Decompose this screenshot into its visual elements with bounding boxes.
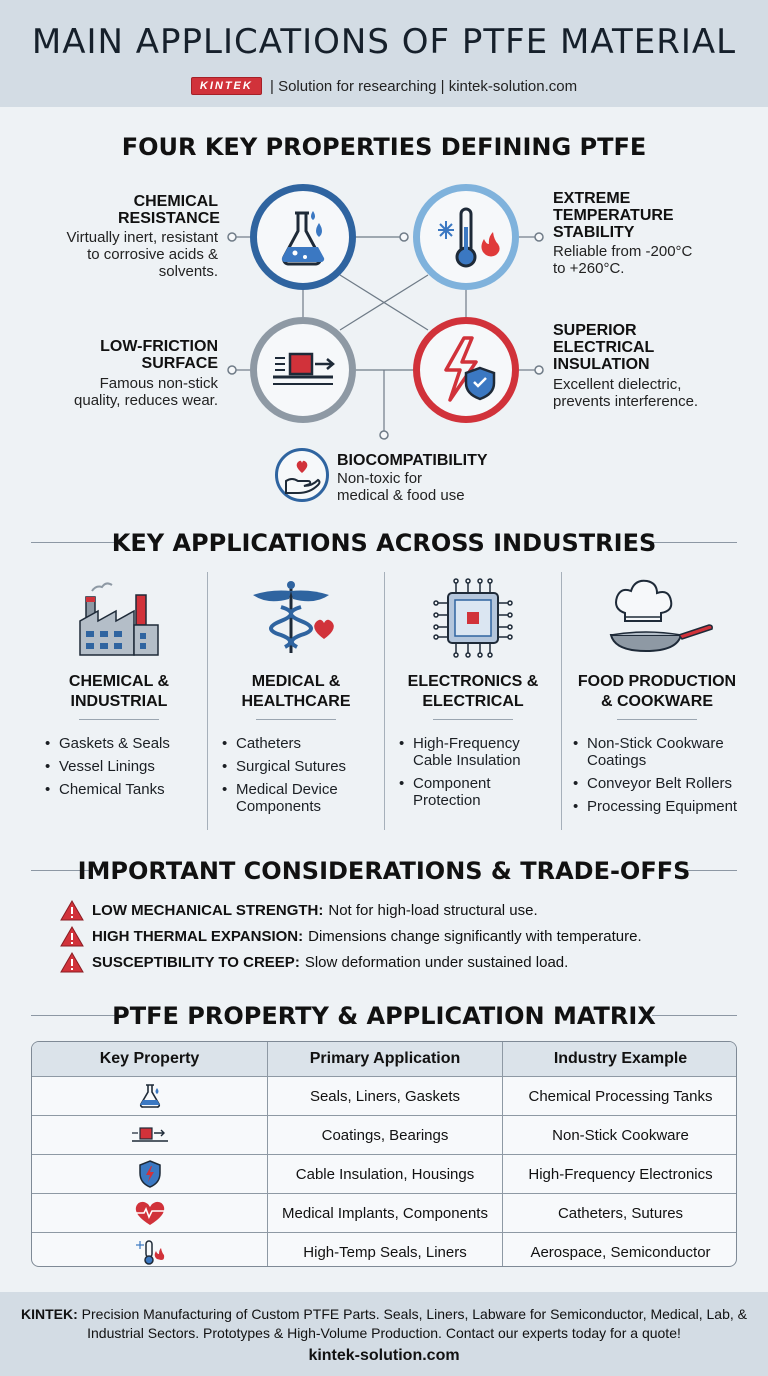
electrical-insulation-title: SUPERIOR ELECTRICAL INSULATION xyxy=(553,322,655,373)
chemical-resistance-circle xyxy=(250,184,356,290)
table-header-cell: Key Property xyxy=(99,1050,200,1067)
temperature-stability-desc: Reliable from -200°C to +260°C. xyxy=(553,243,693,277)
industry-column-electronics xyxy=(385,572,561,830)
table-header-cell: Primary Application xyxy=(267,1042,502,1076)
shield-bolt-icon xyxy=(420,324,512,416)
friction-block-icon xyxy=(130,1124,170,1146)
caduceus-icon xyxy=(246,577,346,657)
microchip-icon xyxy=(428,575,518,659)
table-cell: High-Temp Seals, Liners xyxy=(267,1233,502,1267)
table-row xyxy=(32,1193,737,1232)
low-friction-desc: Famous non-stick quality, reduces wear. xyxy=(74,375,218,409)
electrical-insulation-desc: Excellent dielectric, prevents interference. xyxy=(553,376,699,410)
matrix-heading: PTFE PROPERTY & APPLICATION MATRIX xyxy=(112,1002,656,1030)
thermometer-icon xyxy=(420,191,512,283)
table-cell: Coatings, Bearings xyxy=(267,1116,502,1154)
consideration-text: Dimensions change significantly with temperature. xyxy=(308,927,642,945)
list-item: • Non-Stick Cookware Coatings xyxy=(573,735,753,769)
industry-title-food: FOOD PRODUCTION & COOKWARE xyxy=(577,673,737,710)
consideration-label: HIGH THERMAL EXPANSION: xyxy=(92,927,304,945)
warning-icon xyxy=(60,951,84,973)
table-header-row xyxy=(32,1042,737,1076)
table-cell: Aerospace, Semiconductor xyxy=(502,1233,737,1267)
applications-heading: KEY APPLICATIONS ACROSS INDUSTRIES xyxy=(111,529,657,557)
consideration-label: SUSCEPTIBILITY TO CREEP: xyxy=(92,953,300,971)
divider-line xyxy=(79,719,159,720)
list-item: • Medical Device Components xyxy=(222,781,382,815)
table-icon-cell xyxy=(32,1233,267,1267)
list-item: • Component Protection xyxy=(399,775,549,809)
table-row xyxy=(32,1115,737,1154)
warning-icon xyxy=(60,925,84,947)
industry-title-electronics: ELECTRONICS & ELECTRICAL xyxy=(407,673,539,710)
table-header-cell: Industry Example xyxy=(502,1042,737,1076)
table-row xyxy=(32,1232,737,1267)
consideration-row xyxy=(60,950,568,974)
list-item: • Surgical Sutures xyxy=(222,758,382,775)
consideration-row xyxy=(60,898,538,922)
temperature-stability-circle xyxy=(413,184,519,290)
thermometer-icon xyxy=(135,1237,165,1267)
flask-icon xyxy=(137,1082,163,1110)
factory-icon xyxy=(74,577,164,657)
electrical-insulation-circle xyxy=(413,317,519,423)
table-icon-cell xyxy=(32,1077,267,1115)
consideration-row xyxy=(60,924,642,948)
biocompatibility-title: BIOCOMPATIBILITY xyxy=(337,452,488,469)
industry-title-chemical: CHEMICAL & INDUSTRIAL xyxy=(68,673,170,710)
chemical-resistance-desc: Virtually inert, resistant to corrosive acids & solvents. xyxy=(66,229,218,280)
properties-heading: FOUR KEY PROPERTIES DEFINING PTFE xyxy=(121,133,647,161)
divider-line xyxy=(256,719,336,720)
table-cell: Medical Implants, Components xyxy=(267,1194,502,1232)
chemical-resistance-title: CHEMICAL RESISTANCE xyxy=(118,193,220,227)
heart-pulse-icon xyxy=(133,1199,167,1227)
list-item: • High-Frequency Cable Insulation xyxy=(399,735,549,769)
table-cell: Chemical Processing Tanks xyxy=(502,1077,737,1115)
property-matrix-table xyxy=(31,1041,737,1267)
list-item: • Catheters xyxy=(222,735,382,752)
list-item: • Conveyor Belt Rollers xyxy=(573,775,753,792)
consideration-text: Slow deformation under sustained load. xyxy=(304,953,569,971)
table-cell: Catheters, Sutures xyxy=(502,1194,737,1232)
footer-description: Precision Manufacturing of Custom PTFE Parts. Seals, Liners, Labware for Semiconductor, Medical, Lab, & Industrial Sectors. Prototypes & High-Volume Production. Contact our experts today for a quote! xyxy=(81,1306,747,1341)
low-friction-title: LOW-FRICTION SURFACE xyxy=(100,338,218,372)
biocompatibility-circle xyxy=(275,448,329,502)
temperature-stability-title: EXTREME TEMPERATURE STABILITY xyxy=(553,190,674,241)
flask-icon xyxy=(257,191,349,283)
table-cell: Seals, Liners, Gaskets xyxy=(267,1077,502,1115)
industry-column-medical xyxy=(208,572,384,830)
footer-brand: KINTEK: xyxy=(21,1306,78,1322)
consideration-label: LOW MECHANICAL STRENGTH: xyxy=(92,901,324,919)
shield-bolt-icon xyxy=(137,1159,163,1189)
table-row xyxy=(32,1154,737,1193)
biocompatibility-desc: Non-toxic for medical & food use xyxy=(337,470,465,504)
industry-column-chemical xyxy=(31,572,207,830)
page-title: MAIN APPLICATIONS OF PTFE MATERIAL xyxy=(31,22,737,62)
table-cell: High-Frequency Electronics xyxy=(502,1155,737,1193)
table-icon-cell xyxy=(32,1116,267,1154)
considerations-heading: IMPORTANT CONSIDERATIONS & TRADE-OFFS xyxy=(77,857,691,885)
table-row xyxy=(32,1076,737,1115)
hand-heart-icon xyxy=(278,451,326,499)
table-icon-cell xyxy=(32,1155,267,1193)
footer-url-link[interactable]: kintek-solution.com xyxy=(308,1347,460,1364)
consideration-text: Not for high-load structural use. xyxy=(328,901,538,919)
low-friction-circle xyxy=(250,317,356,423)
industry-title-medical: MEDICAL & HEALTHCARE xyxy=(241,673,351,710)
divider-line xyxy=(433,719,513,720)
table-icon-cell xyxy=(32,1194,267,1232)
warning-icon xyxy=(60,899,84,921)
chef-hat-pan-icon xyxy=(607,575,717,659)
industry-list-electronics xyxy=(399,735,549,815)
list-item: • Processing Equipment xyxy=(573,798,753,815)
divider-line xyxy=(617,719,697,720)
footer-text xyxy=(20,1305,748,1343)
industry-list-food xyxy=(573,735,753,821)
industry-list-chemical xyxy=(45,735,205,804)
kintek-logo[interactable]: KINTEK xyxy=(191,77,262,95)
list-item: • Chemical Tanks xyxy=(45,781,205,798)
header-tagline: | Solution for researching | kintek-solution.com xyxy=(270,78,578,95)
table-cell: Cable Insulation, Housings xyxy=(267,1155,502,1193)
list-item: • Gaskets & Seals xyxy=(45,735,205,752)
friction-block-icon xyxy=(257,324,349,416)
industry-list-medical xyxy=(222,735,382,821)
industry-column-food xyxy=(562,572,752,830)
list-item: • Vessel Linings xyxy=(45,758,205,775)
table-cell: Non-Stick Cookware xyxy=(502,1116,737,1154)
